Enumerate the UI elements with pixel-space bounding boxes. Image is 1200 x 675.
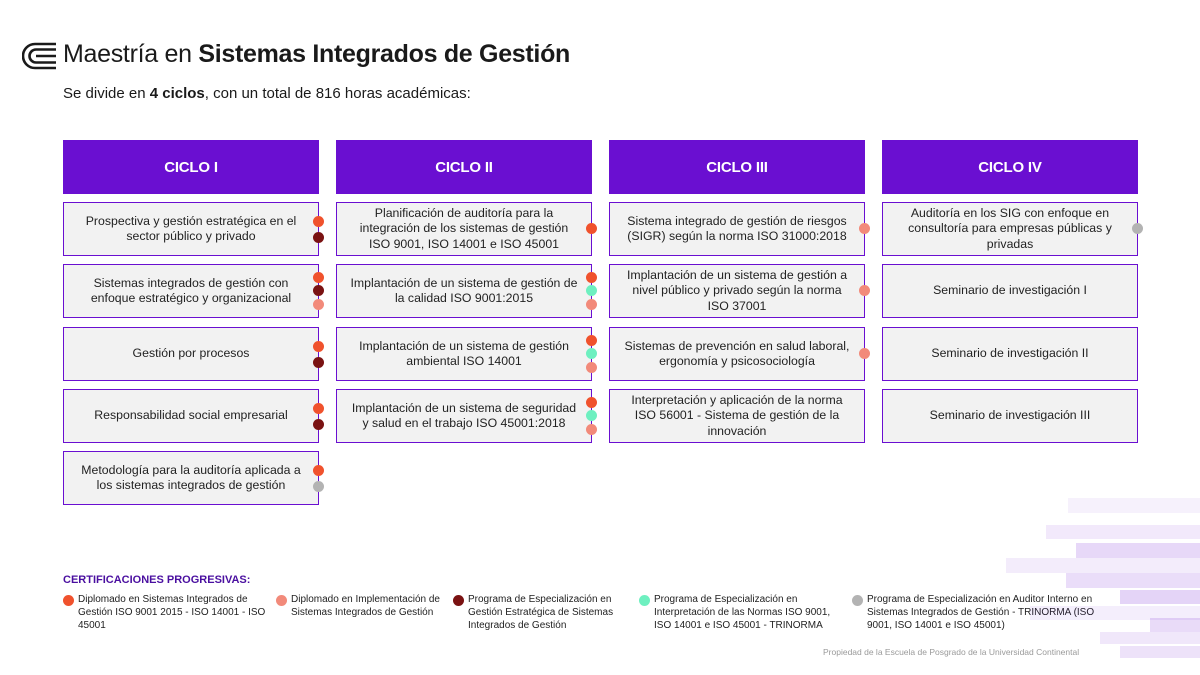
certification-dot-diplomado-iso bbox=[313, 272, 324, 283]
certification-dot-diplomado-impl bbox=[586, 299, 597, 310]
cycle-header-1: CICLO I bbox=[63, 140, 319, 194]
course-box bbox=[882, 202, 1138, 256]
certification-dot-prog-auditor bbox=[1132, 223, 1143, 234]
course-box bbox=[882, 327, 1138, 381]
course-name: Interpretación y aplicación de la norma ISO 56001 - Sistema de gestión de la innovación bbox=[631, 392, 843, 438]
certification-dot-prog-estrategica bbox=[313, 357, 324, 368]
certification-dot-prog-estrategica bbox=[313, 285, 324, 296]
course-name: Seminario de investigación II bbox=[931, 346, 1089, 361]
legend-label: Programa de Especialización en Gestión Estratégica de Sistemas Integrados de Gestión bbox=[468, 594, 614, 631]
certification-dot-diplomado-iso bbox=[586, 223, 597, 234]
certification-dot-prog-estrategica bbox=[313, 232, 324, 243]
decorative-stripe bbox=[1066, 573, 1200, 588]
course-box bbox=[63, 389, 319, 443]
decorative-stripe bbox=[1120, 646, 1200, 658]
course-name: Planificación de auditoría para la integración de los sistemas de gestión ISO 9001, ISO 14001 e ISO 45001 bbox=[359, 205, 569, 251]
course-name: Implantación de un sistema de gestión de la calidad ISO 9001:2015 bbox=[350, 275, 578, 305]
legend-label: Diplomado en Implementación de Sistemas Integrados de Gestión bbox=[291, 594, 440, 618]
page-title bbox=[63, 40, 570, 69]
certification-dot-diplomado-impl bbox=[586, 424, 597, 435]
legend-label: Programa de Especialización en Interpretación de las Normas ISO 9001, ISO 14001 e ISO 45001 - TRINORMA bbox=[654, 594, 831, 631]
course-box bbox=[336, 202, 592, 256]
course-name: Seminario de investigación III bbox=[929, 408, 1091, 423]
legend-dot-diplomado-iso bbox=[63, 595, 74, 606]
legend-label: Diplomado en Sistemas Integrados de Gestión ISO 9001 2015 - ISO 14001 - ISO 45001 bbox=[78, 594, 266, 631]
certification-dot-diplomado-impl bbox=[859, 223, 870, 234]
subtitle-prefix: Se divide en bbox=[63, 85, 150, 102]
course-name: Sistemas de prevención en salud laboral, ergonomía y psicosociología bbox=[624, 338, 850, 368]
certification-dot-diplomado-impl bbox=[313, 299, 324, 310]
certification-dot-prog-normas bbox=[586, 348, 597, 359]
course-box bbox=[609, 202, 865, 256]
cycle-header-3: CICLO III bbox=[609, 140, 865, 194]
course-box bbox=[336, 327, 592, 381]
page-subtitle bbox=[63, 85, 471, 102]
certifications-title: CERTIFICACIONES PROGRESIVAS: bbox=[63, 574, 251, 586]
cycle-header-4: CICLO IV bbox=[882, 140, 1138, 194]
course-name: Sistema integrado de gestión de riesgos (SIGR) según la norma ISO 31000:2018 bbox=[627, 213, 847, 243]
cycle-header-2: CICLO II bbox=[336, 140, 592, 194]
decorative-stripe bbox=[1046, 525, 1200, 539]
certification-dot-diplomado-impl bbox=[859, 285, 870, 296]
certification-dot-prog-auditor bbox=[313, 481, 324, 492]
course-name: Prospectiva y gestión estratégica en el sector público y privado bbox=[85, 213, 297, 243]
course-name: Auditoría en los SIG con enfoque en consultoría para empresas públicas y privadas bbox=[908, 205, 1112, 251]
course-name: Implantación de un sistema de gestión a nivel público y privado según la norma ISO 37001 bbox=[626, 267, 848, 313]
decorative-stripe bbox=[1076, 543, 1200, 558]
certification-dot-diplomado-impl bbox=[859, 348, 870, 359]
decorative-stripe bbox=[1006, 558, 1200, 573]
legend-dot-prog-estrategica bbox=[453, 595, 464, 606]
legend-dot-diplomado-impl bbox=[276, 595, 287, 606]
certification-dot-diplomado-iso bbox=[313, 465, 324, 476]
decorative-stripe bbox=[1120, 590, 1200, 604]
course-name: Metodología para la auditoría aplicada a los sistemas integrados de gestión bbox=[81, 462, 301, 492]
certification-dot-diplomado-iso bbox=[313, 216, 324, 227]
course-name: Implantación de un sistema de seguridad y salud en el trabajo ISO 45001:2018 bbox=[351, 400, 577, 430]
decorative-stripe bbox=[1100, 632, 1200, 644]
certification-dot-diplomado-impl bbox=[586, 362, 597, 373]
legend-dot-prog-auditor bbox=[852, 595, 863, 606]
course-box bbox=[336, 264, 592, 318]
course-box bbox=[63, 202, 319, 256]
course-name: Responsabilidad social empresarial bbox=[94, 408, 288, 423]
university-logo-icon bbox=[22, 41, 58, 71]
decorative-stripe bbox=[1068, 498, 1200, 513]
certification-dot-diplomado-iso bbox=[586, 272, 597, 283]
certification-dot-diplomado-iso bbox=[586, 335, 597, 346]
course-box bbox=[63, 327, 319, 381]
decorative-stripe bbox=[1150, 618, 1200, 632]
certification-dot-diplomado-iso bbox=[313, 403, 324, 414]
subtitle-cycles: 4 ciclos bbox=[149, 85, 205, 102]
title-program-name: Sistemas Integrados de Gestión bbox=[198, 40, 571, 68]
course-name: Sistemas integrados de gestión con enfoque estratégico y organizacional bbox=[90, 275, 292, 305]
certification-dot-diplomado-iso bbox=[313, 341, 324, 352]
course-name: Implantación de un sistema de gestión ambiental ISO 14001 bbox=[359, 338, 569, 368]
course-box bbox=[63, 264, 319, 318]
title-prefix: Maestría en bbox=[63, 40, 199, 68]
course-box bbox=[609, 264, 865, 318]
footer-copyright: Propiedad de la Escuela de Posgrado de la Universidad Continental bbox=[823, 647, 1080, 657]
certification-dot-prog-estrategica bbox=[313, 419, 324, 430]
certification-dot-diplomado-iso bbox=[586, 397, 597, 408]
course-name: Gestión por procesos bbox=[132, 346, 250, 361]
certification-dot-prog-normas bbox=[586, 410, 597, 421]
certification-dot-prog-normas bbox=[586, 285, 597, 296]
course-box bbox=[882, 389, 1138, 443]
course-box bbox=[882, 264, 1138, 318]
course-box bbox=[63, 451, 319, 505]
course-box bbox=[336, 389, 592, 443]
course-box bbox=[609, 389, 865, 443]
legend-label: Programa de Especialización en Auditor Interno en Sistemas Integrados de Gestión - TRINORMA (ISO 9001, ISO 14001 e ISO 45001) bbox=[867, 594, 1095, 631]
course-name: Seminario de investigación I bbox=[933, 283, 1087, 298]
subtitle-suffix: , con un total de 816 horas académicas: bbox=[204, 85, 471, 102]
course-box bbox=[609, 327, 865, 381]
legend-dot-prog-normas bbox=[639, 595, 650, 606]
